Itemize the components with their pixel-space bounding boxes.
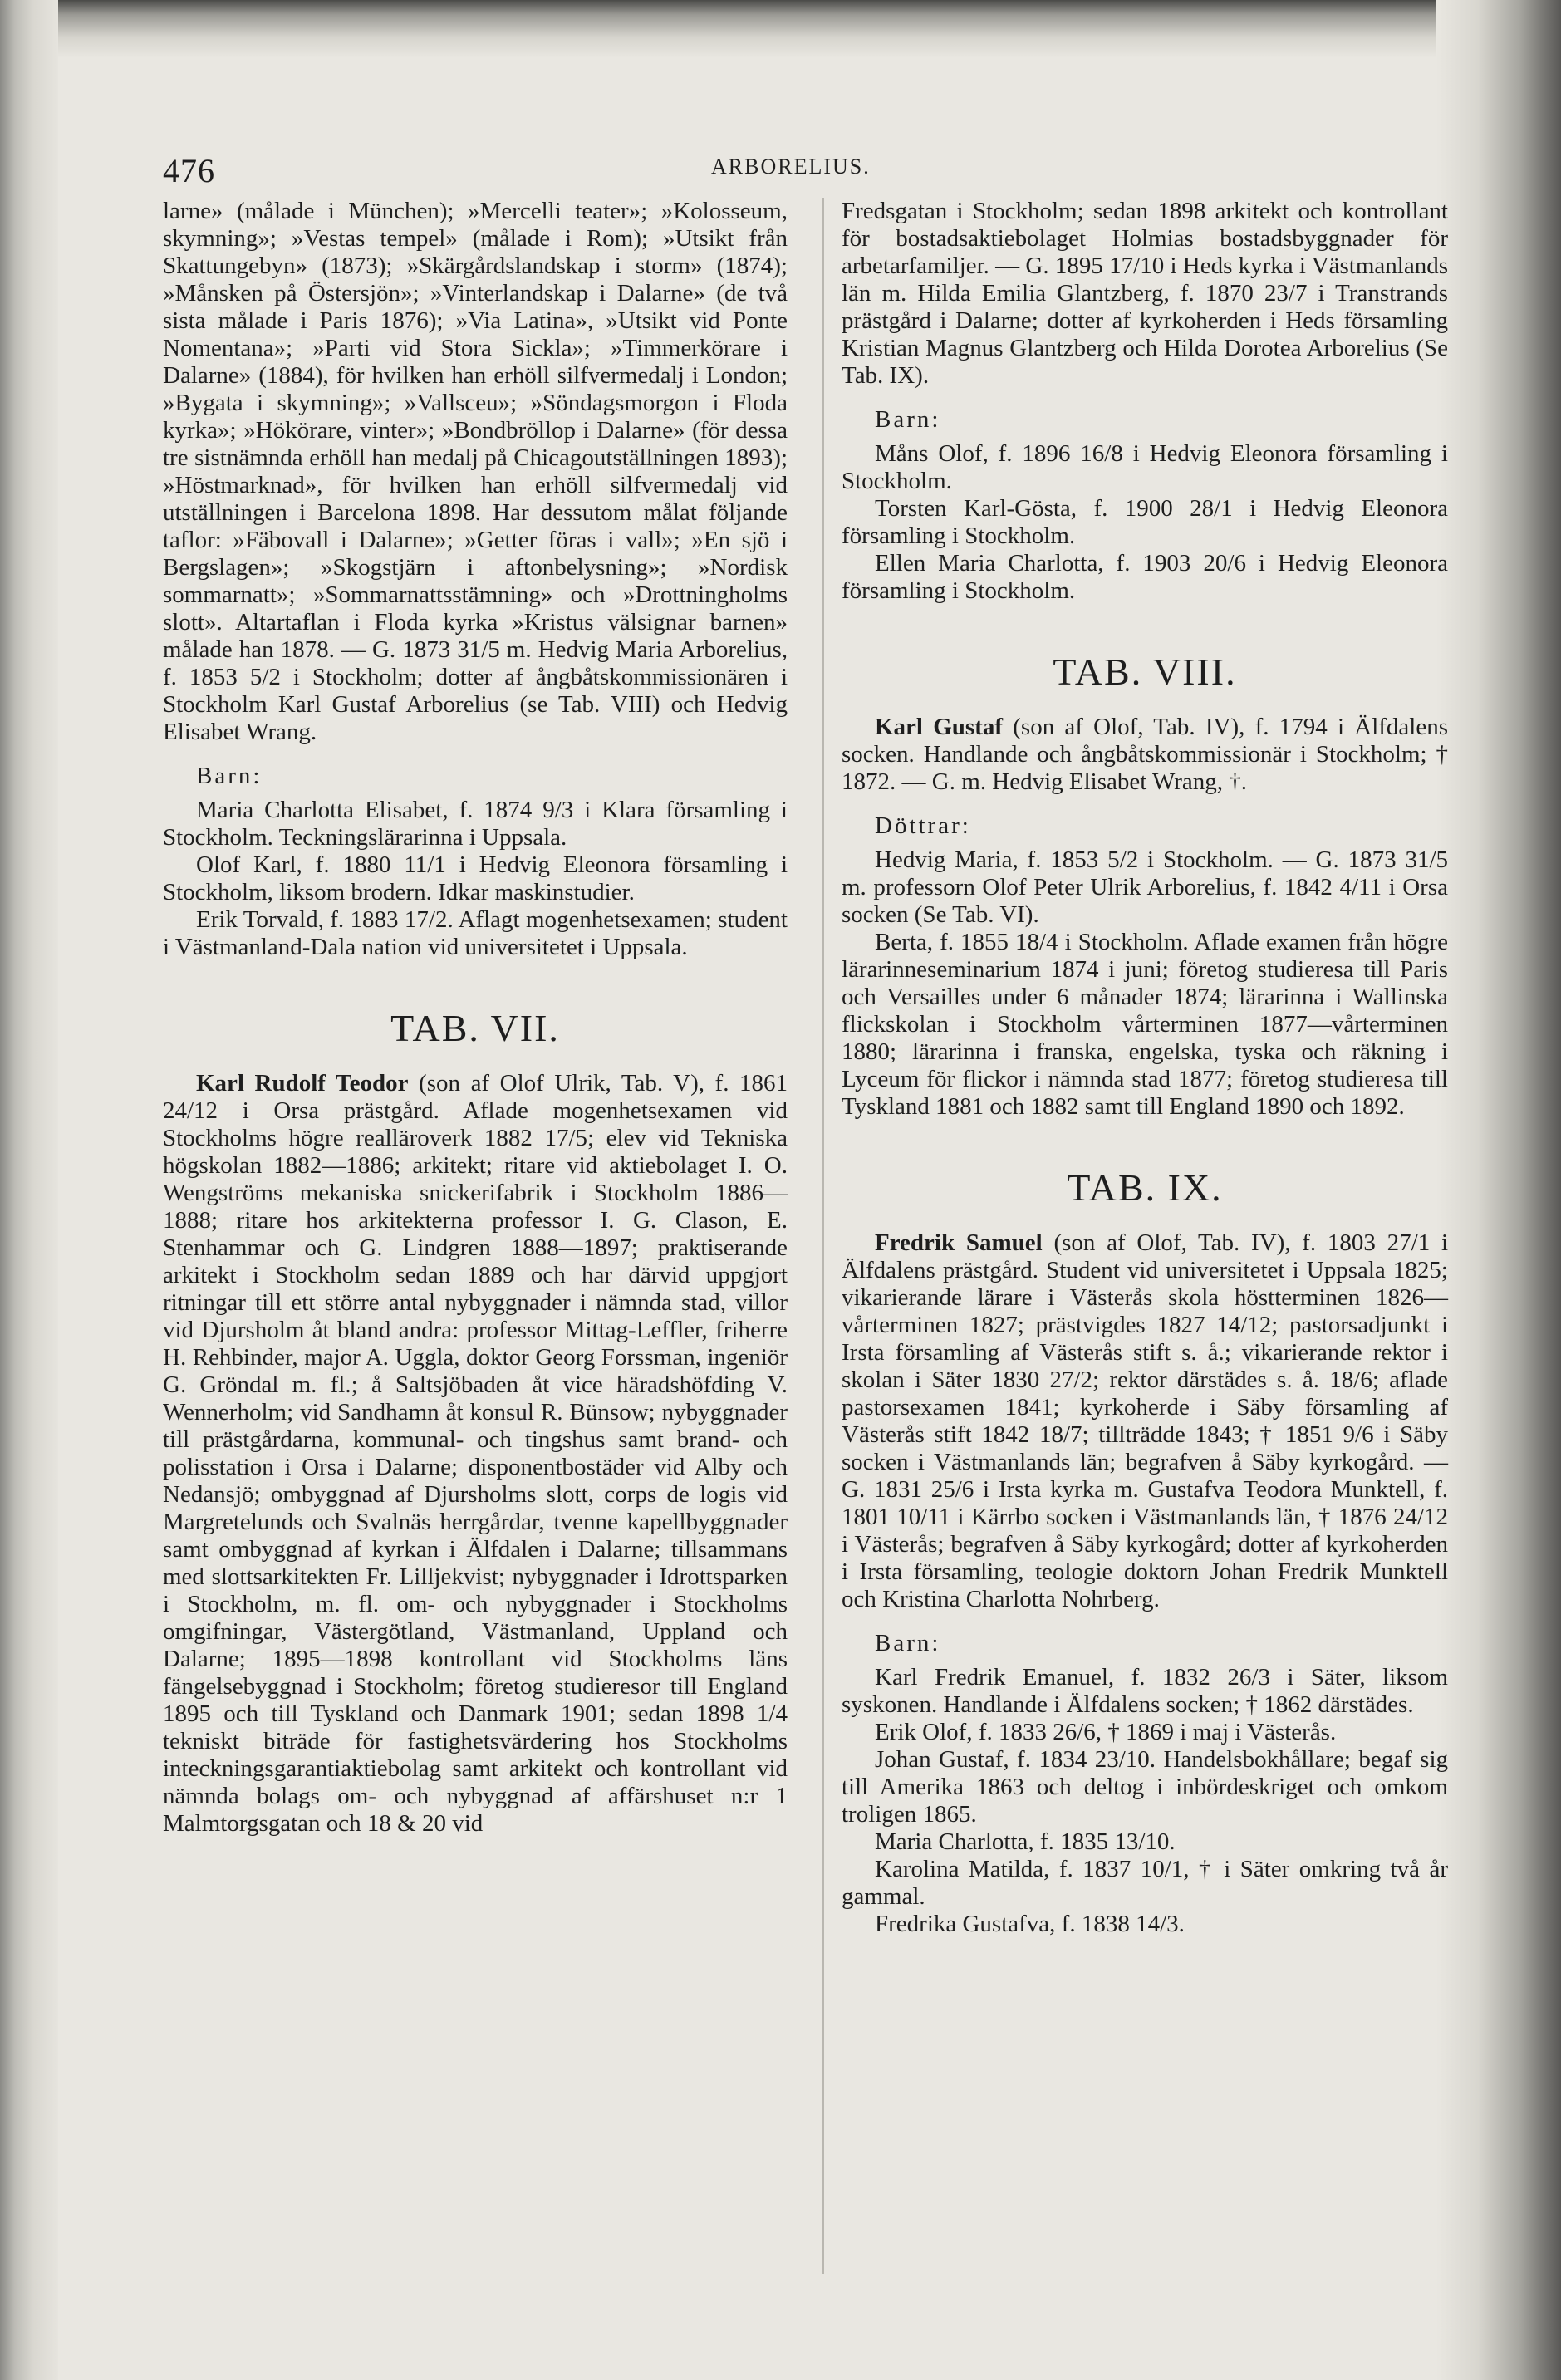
column-divider <box>822 198 824 2274</box>
child-entry: Torsten Karl-Gösta, f. 1900 28/1 i Hedvig Eleonora församling i Stockholm. <box>842 495 1448 549</box>
tab8-entry <box>842 714 1448 796</box>
tab9-entry <box>842 1229 1448 1613</box>
right-column <box>842 198 1448 1938</box>
left-column <box>163 198 788 1838</box>
scan-right-edge <box>1436 0 1561 2380</box>
tab6-continuation: larne» (målade i München); »Mercelli teater»; »Kolosseum, skymning»; »Vestas tempel» (målade i Rom); »Utsikt från Skattungebyn» (1873); »Skärgårdslandskap i storm» (1874); »Månsken på Östersjön»; »Vinterlandskap i Dalarne» (de två sista målade i Paris 1876); »Via Latina», »Utsikt vid Ponte Nomentana»; »Parti vid Stora Sickla»; »Timmerkörare i Dalarne» (1884), för hvilken han erhöll silfvermedalj i London; »Bygata i skymning»; »Vallsceu»; »Söndagsmorgon i Floda kyrka»; »Hökörare, vinter»; »Bondbröllop i Dalarne» (för dessa tre sistnämnda erhöll han medalj på Chicagoutställningen 1893); »Höstmarknad», för hvilken han erhöll silfvermedalj vid utställningen i Barcelona 1898. Har dessutom målat följande taflor: »Fäbovall i Dalarne»; »Getter föras i vall»; »En sjö i Bergslagen»; »Skogstjärn i aftonbelysning»; »Nordisk sommarnatt»; »Sommarnattsstämning» och »Drottningholms slott». Altartaflan i Floda kyrka »Kristus välsignar barnen» målade han 1878. — G. 1873 31/5 m. Hedvig Maria Arborelius, f. 1853 5/2 i Stockholm; dotter af ångbåtskommissionären i Stockholm Karl Gustaf Arborelius (se Tab. VIII) och Hedvig Elisabet Wrang. <box>163 198 788 745</box>
tab9-text: (son af Olof, Tab. IV), f. 1803 27/1 i Älfdalens prästgård. Student vid universitetet i Uppsala 1825; vikarierande lärare i Västerås skola höstterminen 1826—vårterminen 1827; prästvigdes 1827 14/12; pastorsadjunkt i Irsta församling af Västerås stift s. å.; vikarierande rektor i skolan i Säter 1830 27/2; rektor därstädes s. å. 18/6; aflade pastorsexamen 1841; kyrkoherde i Säby församling af Västerås stift 1842 18/7; tillträdde 1843; † 1851 9/6 i Säby socken i Västmanlands län; begrafven å Säby kyrkogård. — G. 1831 25/6 i Irsta kyrka m. Gustafva Teodora Munktell, f. 1801 10/11 i Kärrbo socken i Västmanlands län, † 1876 24/12 i Västerås; begrafven å Säby kyrkogård; dotter af kyrkoherden i Irsta församling, teologie doktorn Johan Fredrik Munktell och Kristina Charlotta Nohrberg. <box>842 1229 1448 1612</box>
child-entry: Fredrika Gustafva, f. 1838 14/3. <box>875 1911 1185 1937</box>
child-entry: Ellen Maria Charlotta, f. 1903 20/6 i Hedvig Eleonora församling i Stockholm. <box>842 550 1448 604</box>
tab7-text: (son af Olof Ulrik, Tab. V), f. 1861 24/12 i Orsa prästgård. Aflade mogenhetsexamen vid Stockholms högre realläroverk 1882 17/5; elev vid Tekniska högskolan 1882—1886; arkitekt; ritare vid aktiebolaget I. O. Wengströms mekaniska snickerifabrik i Stockholm 1886—1888; ritare hos arkitekterna professor I. G. Clason, E. Stenhammar och G. Lindgren 1888—1897; praktiserande arkitekt i Stockholm sedan 1889 och har därvid uppgjort ritningar till ett större antal nybyggnader i nämnda stad, villor vid Djursholm åt bland andra: professor Mittag-Leffler, friherre H. Rehbinder, major A. Uggla, doktor Georg Forssman, ingeniör G. Gröndal m. fl.; å Saltsjöbaden åt vice häradshöfding V. Wennerholm; vid Sandhamn åt konsul R. Bünsow; nybyggnader till prästgårdarna, kommunal- och tingshus samt brand- och polisstation i Orsa i Dalarne; disponentbostäder vid Alby och Nedansjö; ombyggnad af Djursholms slott, corps de logis vid Margretelunds och Svalnäs herrgårdar, tvenne kapellbyggnader samt ombyggnad af kyrkan i Älfdalen i Dalarne; tillsammans med slottsarkitekten Fr. Lilljekvist; nybyggnader i Idrottsparken i Stockholm, m. fl. om- och nybyggnader i Stockholms omgifningar, Västergötland, Västmanland, Uppland och Dalarne; 1895—1898 kontrollant vid Stockholms läns fängelsebyggnad i Stockholm; företog studieresor till England 1895 och till Tyskland och Danmark 1901; sedan 1898 1/4 tekniskt biträde för fastighetsvärdering hos Stockholms inteckningsgarantiaktiebolag samt arkitekt och kontrollant vid nämnda bolags om- och nybyggnad af affärshuset n:r 1 Malmtorgsgatan och 18 & 20 vid <box>163 1070 788 1837</box>
child-entry: Olof Karl, f. 1880 11/1 i Hedvig Eleonora församling i Stockholm, liksom brodern. Idkar maskinstudier. <box>163 851 788 905</box>
tab9-name: Fredrik Samuel <box>875 1229 1043 1256</box>
barn-heading: Barn: <box>196 763 263 789</box>
running-head: ARBORELIUS. <box>711 155 871 179</box>
child-entry: Erik Olof, f. 1833 26/6, † 1869 i maj i Västerås. <box>875 1719 1337 1745</box>
tab8-name: Karl Gustaf <box>875 714 1004 740</box>
page-number: 476 <box>163 152 215 189</box>
dottrar-heading: Döttrar: <box>875 812 971 839</box>
scan-left-edge <box>0 0 58 2380</box>
tab7-heading: TAB. VII. <box>390 1007 560 1049</box>
scan-top-shadow <box>0 0 1561 58</box>
tab8-text: (son af Olof, Tab. IV), f. 1794 i Älfdalens socken. Handlande och ångbåtskommissionär i Stockholm; † 1872. — G. m. Hedvig Elisabet Wrang, †. <box>842 714 1448 795</box>
child-entry: Maria Charlotta, f. 1835 13/10. <box>875 1828 1176 1855</box>
tab8-heading: TAB. VIII. <box>1053 650 1237 693</box>
child-entry: Johan Gustaf, f. 1834 23/10. Handelsbokhållare; begaf sig till Amerika 1863 och deltog i inbördeskriget och omkom troligen 1865. <box>842 1746 1448 1828</box>
daughter-entry: Hedvig Maria, f. 1853 5/2 i Stockholm. — G. 1873 31/5 m. professorn Olof Peter Ulrik Arborelius, f. 1842 4/11 i Orsa socken (Se Tab. VI). <box>842 846 1448 928</box>
tab7-entry <box>163 1070 788 1838</box>
child-entry: Erik Torvald, f. 1883 17/2. Aflagt mogenhetsexamen; student i Västmanland-Dala nation vid universitetet i Uppsala. <box>163 906 788 960</box>
tab7-continuation: Fredsgatan i Stockholm; sedan 1898 arkitekt och kontrollant för bostadsaktiebolaget Holmias bostadsbyggnader för arbetarfamiljer. — G. 1895 17/10 i Heds kyrka i Västmanlands län m. Hilda Emilia Glantzberg, f. 1870 23/7 i Transtrands prästgård i Dalarne; dotter af kyrkoherden i Heds församling Kristian Magnus Glantzberg och Hilda Dorotea Arborelius (Se Tab. IX). <box>842 198 1448 389</box>
child-entry: Måns Olof, f. 1896 16/8 i Hedvig Eleonora församling i Stockholm. <box>842 440 1448 494</box>
child-entry: Karolina Matilda, f. 1837 10/1, † i Säter omkring två år gammal. <box>842 1856 1448 1910</box>
barn-heading: Barn: <box>875 1630 941 1656</box>
tab9-heading: TAB. IX. <box>1067 1166 1223 1209</box>
child-entry: Karl Fredrik Emanuel, f. 1832 26/3 i Säter, liksom syskonen. Handlande i Älfdalens socken; † 1862 därstädes. <box>842 1664 1448 1718</box>
barn-heading: Barn: <box>875 406 941 433</box>
child-entry: Maria Charlotta Elisabet, f. 1874 9/3 i Klara församling i Stockholm. Teckningslärarinna i Uppsala. <box>163 797 788 851</box>
tab7-name: Karl Rudolf Teodor <box>196 1070 409 1097</box>
daughter-entry: Berta, f. 1855 18/4 i Stockholm. Aflade examen från högre lärarinneseminarium 1874 i juni; företog studieresa till Paris och Versailles under 6 månader 1874; lärarinna i Wallinska flickskolan i Stockholm vårterminen 1877—vårterminen 1880; lärarinna i franska, engelska, tyska och räkning i Lyceum för flickor i nämnda stad 1877; företog studieresa till Tyskland 1881 och 1882 samt till England 1890 och 1892. <box>842 929 1448 1120</box>
